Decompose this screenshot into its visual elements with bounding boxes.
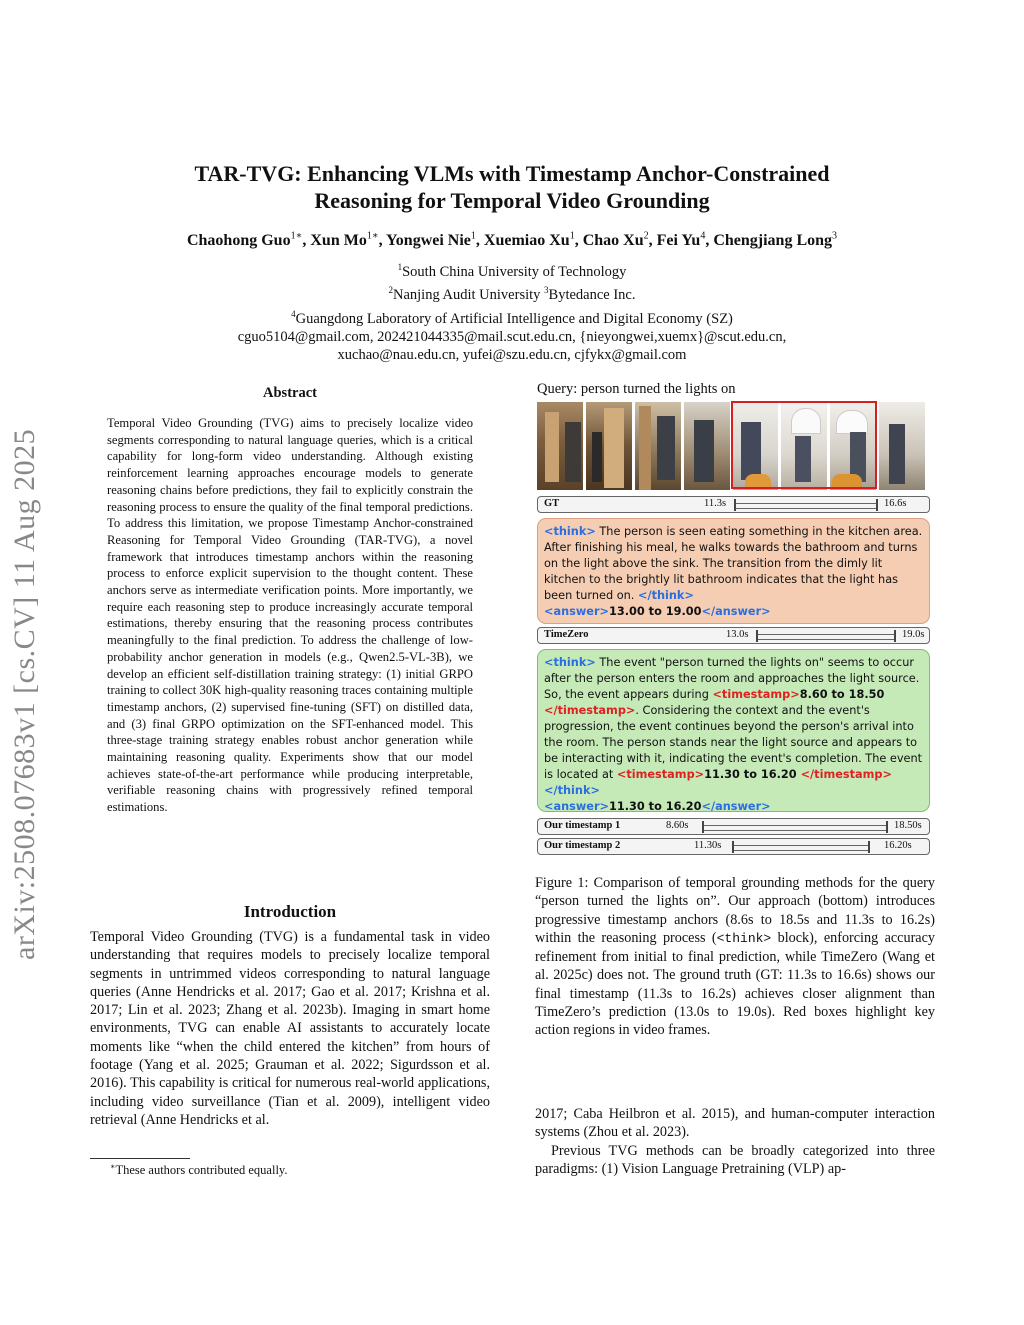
our-timestamp-2-label: Our timestamp 2 [544, 840, 621, 851]
footnote-divider [90, 1158, 190, 1159]
timezero-segment [758, 634, 894, 640]
our-timestamp-1-end: 18.50s [894, 820, 922, 831]
gt-segment [736, 503, 876, 509]
video-frame [586, 402, 632, 490]
our-timestamp-1-bar [537, 818, 930, 835]
author: Fei Yu$^4$, [656, 231, 714, 250]
introduction-heading: Introduction [243, 902, 337, 921]
author-list [0, 231, 1024, 250]
timezero-reasoning-bubble: <think> The person is seen eating something in the kitchen area. After finishing his meal, he walks towards the bathroom and turns on the light above the sink. The transition from the dimly lit kitchen to the brightly lit bathroom indicates that the light has been turned on. </think> <answer>13.00 to 19.00</answer> [537, 518, 930, 624]
video-frame [684, 402, 730, 490]
our-reasoning-bubble: <think> The event "person turned the lights on" seems to occur after the person enters the room and approaches the light source. So, the event appears during <timestamp>8.60 to 18.50 </timestamp>. Considering the context and the event's progression, the event continues beyond the person's arrival into the room. The person stands near the light source and appears to be interacting with it, indicating the event's completion. The event is located at <timestamp>11.30 to 16.20 </timestamp></think> <answer>11.30 to 16.20</answer> [537, 649, 930, 812]
paper-title [0, 160, 1024, 214]
emails-line-1: cguo5104@gmail.com, 202421044335@mail.scut.edu.cn, {nieyongwei,xuemx}@scut.edu.cn, [237, 328, 787, 345]
timeline-marker [876, 499, 878, 511]
footnote: ∗These authors contributed equally. [110, 1162, 288, 1178]
affiliation-4: $^4$Guangdong Laboratory of Artificial Intelligence and Digital Economy (SZ) [291, 308, 733, 327]
abstract-heading: Abstract [263, 385, 317, 401]
introduction-body: Temporal Video Grounding (TVG) is a fundamental task in video understanding that requires models to precisely localize temporal segments in untrimmed videos corresponding to natural language queries (Anne Hendricks et al. 2017; Gao et al. 2017; Krishna et al. 2017; Lin et al. 2023; Zhang et al. 2023b). Imaging in smart home environments, TVG can enable AI assistants to accurately locate moments like “when the child entered the kitchen” from hours of footage (Yang et al. 2025; Grauman et al. 2022; Sigurdsson et al. 2016). This capability is critical for numerous real-world applications, including video surveillance (Tian et al. 2009), intelligent video retrieval (Anne Hendricks et al. [90, 929, 490, 1128]
our-timestamp-2-bar [537, 838, 930, 855]
gt-start: 11.3s [704, 498, 727, 509]
abstract-body: Temporal Video Grounding (TVG) aims to precisely localize video segments corresponding to natural language queries, which is a critical capability for long-form video understanding. Although existing reinforcement learning approaches encourage models to generate reasoning chains before predictions, they fail to explicitly constrain the reasoning process to ensure the quality of the final temporal predictions. To address this limitation, we propose Timestamp Anchor-constrained Reasoning for Temporal Video Grounding (TAR-TVG), a novel framework that introduces timestamp anchors within the reasoning process to enforce explicit supervision to the thought content. These anchors serve as intermediate verification points. More importantly, we require each reasoning step to produce increasingly accurate temporal estimations, thereby ensuring that the reasoning process contributes meaningfully to the final prediction. To address the challenge of low-probability anchor generation in models (e.g., Qwen2.5-VL-3B), we develop an efficient self-distillation training strategy: (1) initial GRPO training to collect 30K high-quality reasoning traces containing multiple timestamp anchors, (2) supervised fine-tuning (SFT) on distilled data, and (3) final GRPO optimization on the SFT-enhanced model. This three-stage training strategy enables robust anchor generation while maintaining reasoning quality. Experiments show that our model achieves state-of-the-art performance while producing interpretable, verifiable reasoning chains with progressively refined temporal estimations. [107, 416, 473, 815]
video-frame [635, 402, 681, 490]
author: Yongwei Nie$^1$, [386, 231, 484, 250]
author: Chao Xu$^2$, [582, 231, 657, 250]
author: Xun $Mo^{1∗}$, [310, 231, 387, 250]
arxiv-identifier: arXiv:2508.07683v1 [cs.CV] 11 Aug 2025 [8, 428, 41, 960]
author: Xuemiao Xu$^1$, [483, 231, 583, 250]
our-timestamp-2-start: 11.30s [694, 840, 722, 851]
paragraph: 2017; Caba Heilbron et al. 2015), and human-computer interaction systems (Zhou et al. 2023). [535, 1106, 935, 1141]
timeline-marker [868, 841, 870, 853]
author: Chaohong Guo$^{1∗}$, [186, 231, 311, 250]
video-frame [537, 402, 583, 490]
timezero-label: TimeZero [544, 629, 589, 640]
gt-label: GT [544, 498, 560, 509]
our-timestamp-1-segment [704, 825, 886, 831]
our-timestamp-1-label: Our timestamp 1 [544, 820, 621, 831]
figure-query-label: Query: person turned the lights on [537, 381, 736, 397]
timezero-timeline-bar [537, 627, 930, 644]
affiliation-1: $^1$South China University of Technology [397, 262, 627, 280]
author: Chengjiang Long$^3$ [713, 231, 838, 250]
video-frame [879, 402, 925, 490]
timeline-marker [894, 630, 896, 642]
affiliation-2-3: $^2$Nanjing Audit University $^3$Bytedance Inc. [388, 285, 636, 304]
our-timestamp-1-start: 8.60s [666, 820, 689, 831]
title-line-1: TAR-TVG: Enhancing VLMs with Timestamp Anchor-Constrained [194, 161, 830, 186]
paragraph: Previous TVG methods can be broadly categorized into three paradigms: (1) Vision Language Pretraining (VLP) ap- [535, 1142, 935, 1177]
figure-1-caption: Figure 1: Comparison of temporal grounding methods for the query “person turned the lights on”. Our approach (bottom) introduces progressive timestamp anchors (8.6s to 18.5s and 11.3s to 16.2s) within the reasoning process (<think> block), enforcing accuracy refinement from initial to final prediction, while TimeZero (Wang et al. 2025c) does not. The ground truth (GT: 11.3s to 16.6s) shows our final timestamp (11.3s to 16.2s) achieves closer alignment than TimeZero’s prediction (13.0s to 19.0s). Red boxes highlight key action regions in video frames. [535, 875, 935, 1039]
affiliations [0, 258, 1024, 365]
timezero-end: 19.0s [902, 629, 925, 640]
gt-end: 16.6s [884, 498, 907, 509]
title-line-2: Reasoning for Temporal Video Grounding [314, 188, 710, 213]
right-column-text [535, 1105, 935, 1178]
our-timestamp-2-end: 16.20s [884, 840, 912, 851]
emails-line-2: xuchao@nau.edu.cn, yufei@szu.edu.cn, cjfykx@gmail.com [337, 347, 687, 364]
timeline-marker [886, 821, 888, 833]
key-action-highlight-box [731, 401, 877, 489]
gt-timeline-bar [537, 496, 930, 513]
timezero-start: 13.0s [726, 629, 749, 640]
our-timestamp-2-segment [734, 845, 868, 851]
